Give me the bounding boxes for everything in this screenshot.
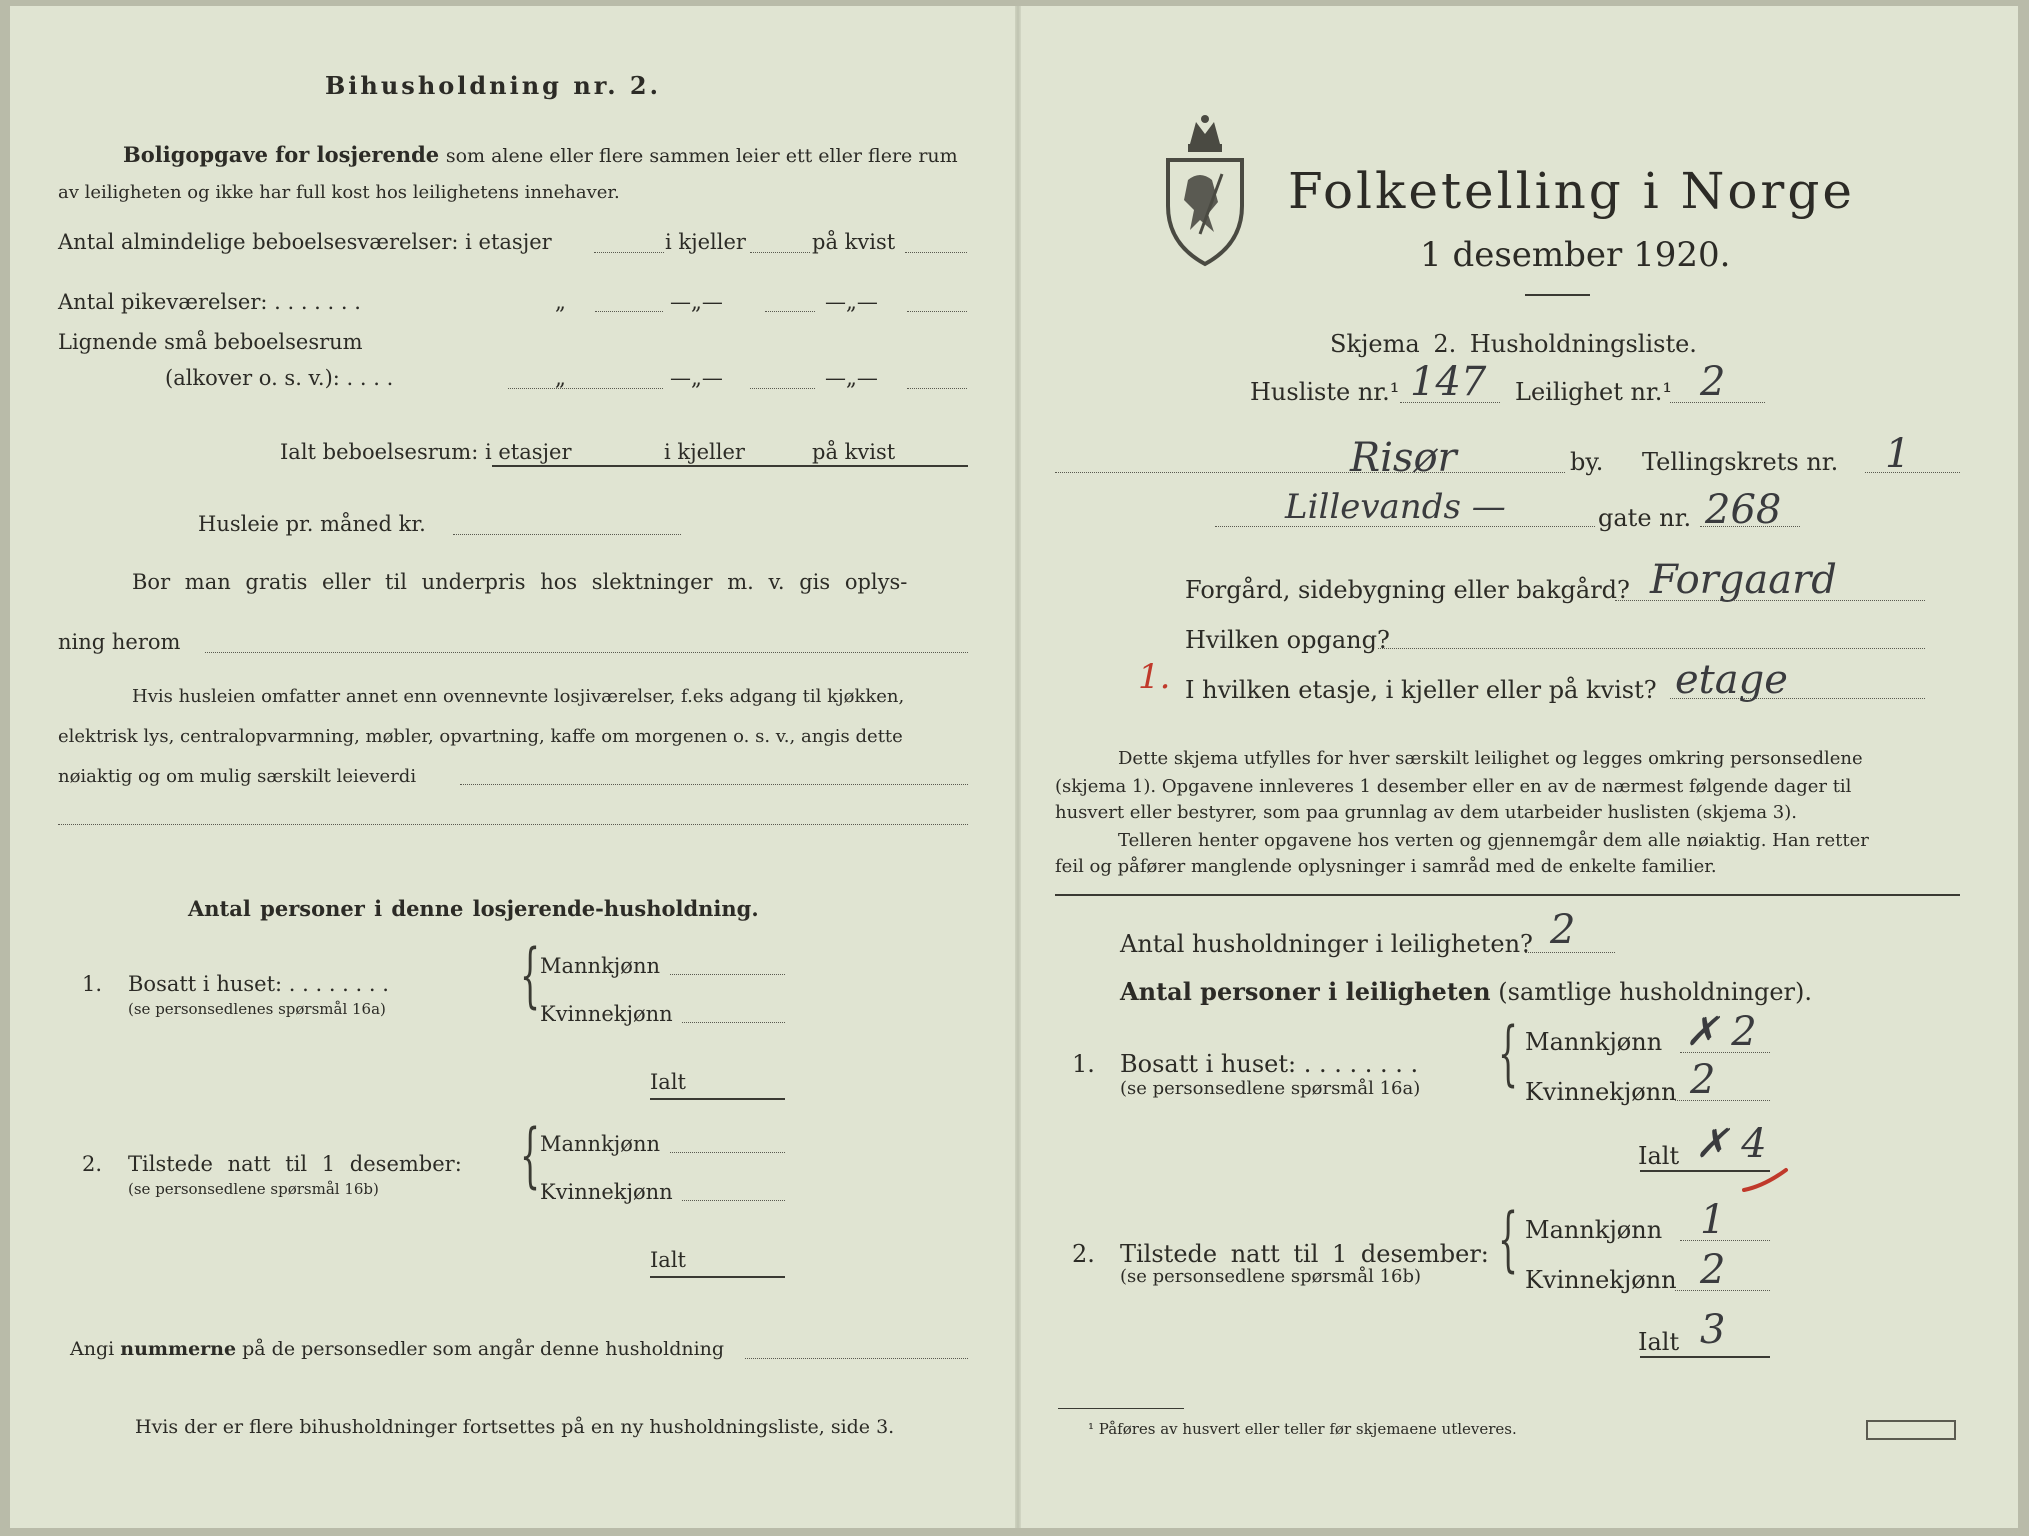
hvis-line-3: nøiaktig og om mulig særskilt leieverdi <box>58 766 417 787</box>
krets-label: Tellingskrets nr. <box>1642 448 1839 476</box>
lignende-ditto-2: —„— <box>670 366 723 390</box>
census-form-sheet <box>10 6 2018 1528</box>
right-q2-sub: (se personsedlene spørsmål 16b) <box>1120 1266 1422 1287</box>
right-q2-ialt-line <box>1640 1356 1770 1358</box>
by-line <box>1055 472 1565 473</box>
left-q1-kvinne: Kvinnekjønn <box>540 1002 673 1026</box>
lignende-ditto: „ <box>555 366 566 390</box>
left-q1-label: Bosatt i huset: . . . . . . . . <box>128 972 389 996</box>
ialt-rum-label: Ialt beboelsesrum: i etasjer <box>280 440 572 464</box>
krets-value: 1 <box>1885 431 1911 477</box>
intro-line-1: Boligopgave for losjerende som alene eller flere sammen leier ett eller flere rum <box>123 142 958 167</box>
right-q2-kvinne: Kvinnekjønn <box>1525 1266 1677 1294</box>
husliste-label: Husliste nr.¹ <box>1250 378 1400 406</box>
right-q1-mann-value: ✗ 2 <box>1685 1009 1757 1055</box>
right-q1-kvinne: Kvinnekjønn <box>1525 1078 1677 1106</box>
left-q2-mann-line <box>670 1152 785 1153</box>
lignende-kvist-line <box>907 388 967 389</box>
opgang-label: Hvilken opgang? <box>1185 626 1390 654</box>
rooms-kvist-line <box>905 252 967 253</box>
right-q2-mann-value: 1 <box>1700 1197 1726 1243</box>
hvis-line-a <box>460 784 968 785</box>
angi-fill-line <box>745 1358 968 1359</box>
pike-ditto-3: —„— <box>825 290 878 314</box>
right-q2-label: Tilstede natt til 1 desember: <box>1120 1240 1489 1268</box>
left-q1-mann-line <box>670 974 785 975</box>
gratis-line <box>205 652 968 653</box>
footnote-rule <box>1058 1408 1184 1409</box>
instr-line-5: feil og påfører manglende oplysninger i samråd med de enkelte familier. <box>1055 856 1717 877</box>
gate-nr-value: 268 <box>1705 487 1782 533</box>
instr-line-3: husvert eller bestyrer, som paa grunnlag av dem utarbeider huslisten (skjema 3). <box>1055 802 1797 823</box>
ialt-rum-kjeller: i kjeller <box>664 440 745 464</box>
instr-line-1: Dette skjema utfylles for hver særskilt leilighet og legges omkring personsedlene <box>1118 748 1863 769</box>
instr-line-2: (skjema 1). Opgavene innleveres 1 desember eller en av de nærmest følgende dager til <box>1055 776 1852 797</box>
left-q2-num: 2. <box>82 1152 103 1176</box>
right-q2-ialt-value: 3 <box>1700 1307 1726 1353</box>
etasje-label: I hvilken etasje, i kjeller eller på kvist? <box>1185 676 1657 704</box>
pike-kvist-line <box>907 311 967 312</box>
right-q1-brace: { <box>1498 1012 1519 1094</box>
left-q1-sub: (se personsedlenes spørsmål 16a) <box>128 1000 386 1018</box>
right-persons-heading: Antal personer i leiligheten (samtlige husholdninger). <box>1120 977 1813 1006</box>
pike-kjeller-line <box>765 311 815 312</box>
ialt-rum-line <box>492 465 968 467</box>
printer-stamp <box>1866 1420 1956 1440</box>
left-q2-kvinne: Kvinnekjønn <box>540 1180 673 1204</box>
intro-line-2: av leiligheten og ikke har full kost hos leilighetens innehaver. <box>58 182 620 203</box>
left-q2-kvinne-line <box>682 1200 785 1201</box>
right-q1-num: 1. <box>1072 1050 1095 1078</box>
section-divider <box>1055 894 1960 896</box>
leilighet-value: 2 <box>1700 359 1726 405</box>
rooms-etasjer-line <box>594 252 664 253</box>
lignende-kjeller-line <box>750 388 815 389</box>
left-q2-brace: { <box>520 1114 541 1196</box>
right-q1-ialt: Ialt <box>1638 1142 1680 1170</box>
lignende-etasjer-line <box>508 388 663 389</box>
left-q2-sub: (se personsedlene spørsmål 16b) <box>128 1180 379 1198</box>
left-title: Bihusholdning nr. 2. <box>325 71 661 100</box>
ialt-rum-kvist: på kvist <box>812 440 896 464</box>
gratis-line-2: ning herom <box>58 630 181 654</box>
pike-etasjer-line <box>595 311 663 312</box>
opgang-line <box>1378 648 1925 649</box>
hvis-line-b <box>58 824 968 825</box>
right-q2-brace: { <box>1498 1198 1519 1280</box>
red-check-mark-icon <box>1740 1166 1790 1196</box>
right-q2-mann-line <box>1680 1240 1770 1241</box>
lignende-ditto-3: —„— <box>825 366 878 390</box>
forgaard-value: Forgaard <box>1650 557 1837 603</box>
right-q2-kvinne-value: 2 <box>1700 1247 1726 1293</box>
left-q1-kvinne-line <box>682 1022 785 1023</box>
by-label: by. <box>1570 448 1604 476</box>
etasje-red-mark: 1. <box>1138 657 1171 697</box>
pike-ditto: „ <box>555 290 566 314</box>
norwegian-coat-of-arms-icon <box>1160 114 1250 268</box>
right-footnote: ¹ Påføres av husvert eller teller før skjemaene utleveres. <box>1088 1420 1517 1438</box>
right-q1-sub: (se personsedlene spørsmål 16a) <box>1120 1078 1421 1099</box>
by-value: Risør <box>1350 435 1457 481</box>
gate-label: gate nr. <box>1598 504 1692 532</box>
left-persons-heading: Antal personer i denne losjerende-husholdning. <box>188 896 759 921</box>
left-q2-label: Tilstede natt til 1 desember: <box>128 1152 462 1176</box>
krets-line <box>1865 472 1960 473</box>
gate-value: Lillevands — <box>1285 487 1506 527</box>
rooms-kvist-label: på kvist <box>812 230 896 254</box>
left-footer: Hvis der er flere bihusholdninger fortsettes på en ny husholdningsliste, side 3. <box>135 1416 895 1438</box>
lignende-label-1: Lignende små beboelsesrum <box>58 330 363 354</box>
antal-hush-label: Antal husholdninger i leiligheten? <box>1120 930 1533 958</box>
pike-ditto-2: —„— <box>670 290 723 314</box>
skjema-label: Skjema 2. Husholdningsliste. <box>1330 330 1697 358</box>
husleie-label: Husleie pr. måned kr. <box>198 512 426 536</box>
right-q1-ialt-value: ✗ 4 <box>1695 1121 1767 1167</box>
right-q1-label: Bosatt i huset: . . . . . . . . <box>1120 1050 1419 1078</box>
date-underline <box>1525 294 1590 296</box>
right-q2-mann: Mannkjønn <box>1525 1216 1663 1244</box>
etasje-value: etage <box>1675 657 1788 703</box>
husliste-value: 147 <box>1410 359 1487 405</box>
left-q1-ialt-line <box>650 1098 785 1100</box>
rooms-kjeller-label: i kjeller <box>665 230 746 254</box>
right-q1-kvinne-value: 2 <box>1690 1057 1716 1103</box>
left-q1-ialt: Ialt <box>650 1070 686 1094</box>
page-fold <box>1015 6 1021 1528</box>
right-q2-num: 2. <box>1072 1240 1095 1268</box>
leilighet-label: Leilighet nr.¹ <box>1515 378 1673 406</box>
right-title: Folketelling i Norge <box>1288 162 1855 220</box>
rooms-kjeller-line <box>750 252 810 253</box>
lignende-label-2: (alkover o. s. v.): . . . . <box>165 366 394 390</box>
left-q2-ialt: Ialt <box>650 1248 686 1272</box>
left-q2-mann: Mannkjønn <box>540 1132 661 1156</box>
instr-line-4: Telleren henter opgavene hos verten og gjennemgår dem alle nøiaktig. Han retter <box>1118 830 1869 851</box>
left-q1-brace: { <box>520 934 541 1016</box>
antal-hush-value: 2 <box>1550 907 1576 953</box>
left-q2-ialt-line <box>650 1276 785 1278</box>
hvis-line-1: Hvis husleien omfatter annet enn ovennevnte losjiværelser, f.eks adgang til kjøkken, <box>132 686 905 707</box>
forgaard-label: Forgård, sidebygning eller bakgård? <box>1185 576 1630 604</box>
gratis-line-1: Bor man gratis eller til underpris hos slektninger m. v. gis oplys- <box>132 570 908 594</box>
husleie-line <box>453 534 681 535</box>
left-q1-num: 1. <box>82 972 103 996</box>
right-q2-ialt: Ialt <box>1638 1328 1680 1356</box>
pike-label: Antal pikeværelser: . . . . . . . <box>58 290 361 314</box>
rooms-label: Antal almindelige beboelsesværelser: i etasjer <box>58 230 552 254</box>
hvis-line-2: elektrisk lys, centralopvarmning, møbler, opvartning, kaffe om morgenen o. s. v., angis dette <box>58 726 903 747</box>
angi-line: Angi nummerne på de personsedler som angår denne husholdning <box>70 1338 725 1360</box>
right-q1-mann: Mannkjønn <box>1525 1028 1663 1056</box>
right-date: 1 desember 1920. <box>1420 235 1731 275</box>
left-q1-mann: Mannkjønn <box>540 954 661 978</box>
